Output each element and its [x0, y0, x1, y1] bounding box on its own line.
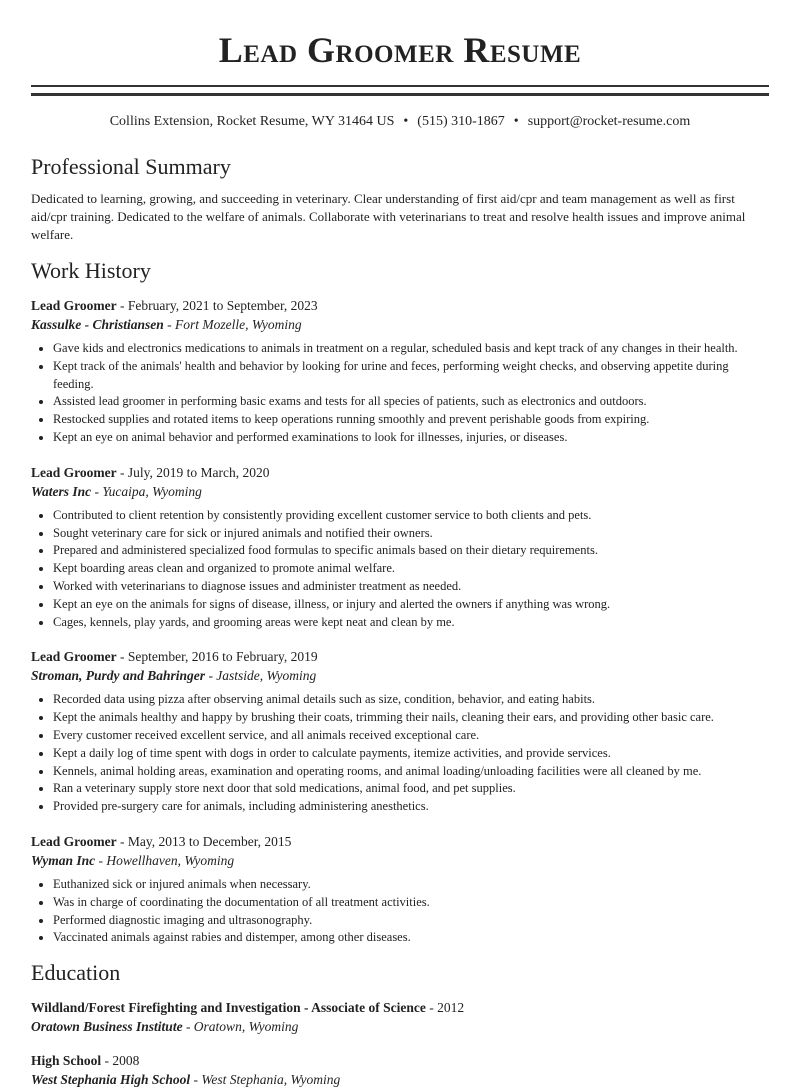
job-bullet: • Prepared and administered specialized food formulas to specific animals based on their dietary requirements. [53, 542, 769, 560]
job-title: Lead Groomer [31, 649, 117, 665]
job-bullet: • Kennels, animal holding areas, examination and operating rooms, and animal loading/unloading facilities were all cleaned by me. [53, 763, 769, 781]
education-entry [31, 1051, 769, 1090]
job-title: Lead Groomer [31, 464, 117, 480]
job-dates: - July, 2019 to March, 2020 [116, 464, 270, 480]
page-title: Lead Groomer Resume [218, 30, 582, 70]
job-bullet: • Euthanized sick or injured animals when necessary. [53, 876, 769, 894]
company-name: Wyman Inc [31, 852, 96, 868]
school-name: Oratown Business Institute [31, 1019, 183, 1035]
degree-name: High School [31, 1053, 102, 1069]
school-line [31, 1017, 769, 1037]
company-location: - Howellhaven, Wyoming [95, 852, 235, 868]
summary-heading: Professional Summary [31, 154, 231, 179]
job-bullet: • Was in charge of coordinating the documentation of all treatment activities. [53, 894, 769, 912]
education-list [31, 998, 769, 1090]
education-heading: Education [31, 960, 121, 986]
job-title-line [31, 296, 769, 315]
company-name: Kassulke - Christiansen [31, 317, 164, 332]
title-divider [31, 85, 769, 96]
contact-separator: • [513, 114, 519, 129]
job-dates: - September, 2016 to February, 2019 [116, 649, 318, 665]
job-bullet: • Worked with veterinarians to diagnose issues and administer treatment as needed. [53, 578, 769, 596]
school-location: - West Stephania, Wyoming [190, 1072, 341, 1088]
degree-name: Wildland/Forest Firefighting and Investigation - Associate of Science [31, 1000, 426, 1016]
work-history-list [31, 296, 769, 947]
job-entry [31, 647, 769, 816]
job-bullet: • Sought veterinary care for sick or injured animals and notified their owners. [53, 525, 769, 543]
summary-text: Dedicated to learning, growing, and succeeding in veterinary. Clear understanding of first aid/cpr and team management as well as first aid/cpr training. Dedicated to the welfare of animals. Collaborate with veterinarians to treat and resolve health issues and improve animal welfare. [31, 191, 746, 242]
job-bullet: • Kept an eye on animal behavior and performed examinations to look for illnesses, injuries, or diseases. [53, 429, 769, 447]
job-bullet: • Cages, kennels, play yards, and grooming areas were kept neat and clean by me. [53, 614, 769, 632]
degree-line [31, 998, 769, 1017]
job-bullet: • Provided pre-surgery care for animals, including administering anesthetics. [53, 798, 769, 816]
job-dates: - May, 2013 to December, 2015 [116, 833, 292, 849]
job-bullet: • Kept the animals healthy and happy by brushing their coats, trimming their nails, cleaning their ears, and providing other basic care. [53, 709, 769, 727]
contact-email: support@rocket-resume.com [527, 114, 691, 129]
company-line [31, 851, 769, 871]
degree-line [31, 1051, 769, 1070]
company-line [31, 482, 769, 502]
job-bullet: • Gave kids and electronics medications to animals in treatment on a regular, scheduled basis and kept track of any changes in their health. [53, 340, 769, 358]
job-dates: - February, 2021 to September, 2023 [116, 298, 318, 313]
job-bullet: • Contributed to client retention by consistently providing excellent customer service to both clients and pets. [53, 507, 769, 525]
school-name: West Stephania High School [31, 1072, 191, 1088]
job-bullets [31, 876, 769, 947]
job-bullet: • Ran a veterinary supply store next door that sold medications, animal food, and pet supplies. [53, 780, 769, 798]
degree-year: - 2012 [425, 1000, 465, 1016]
job-title-line [31, 832, 769, 851]
job-bullet: • Kept track of the animals' health and behavior by looking for urine and feces, performing weight checks, and observing appetite during feeding. [53, 358, 769, 394]
company-line [31, 315, 769, 335]
job-entry [31, 463, 769, 632]
job-bullet: • Assisted lead groomer in performing basic exams and tests for all species of patients, such as electronics and outdoors. [53, 393, 769, 411]
work-history-heading: Work History [31, 258, 151, 283]
job-entry [31, 832, 769, 947]
contact-phone: (515) 310-1867 [417, 114, 505, 129]
job-title: Lead Groomer [31, 833, 117, 849]
school-line [31, 1070, 769, 1090]
job-bullet: • Restocked supplies and rotated items to keep operations running smoothly and prevent perishable goods from expiring. [53, 411, 769, 429]
job-bullet: • Kept boarding areas clean and organized to promote animal welfare. [53, 560, 769, 578]
education-entry [31, 998, 769, 1037]
job-bullets [31, 691, 769, 816]
job-title-line [31, 647, 769, 666]
job-entry [31, 296, 769, 447]
contact-line [31, 112, 769, 132]
job-bullet: • Kept a daily log of time spent with dogs in order to calculate payments, itemize activities, and provide services. [53, 745, 769, 763]
job-bullet: • Every customer received excellent service, and all animals received exceptional care. [53, 727, 769, 745]
job-title: Lead Groomer [31, 298, 117, 313]
company-name: Stroman, Purdy and Bahringer [31, 668, 206, 684]
job-title-line [31, 463, 769, 482]
school-location: - Oratown, Wyoming [182, 1019, 299, 1035]
degree-year: - 2008 [101, 1053, 140, 1069]
job-bullets [31, 507, 769, 632]
company-name: Waters Inc [31, 483, 92, 499]
job-bullet: • Vaccinated animals against rabies and distemper, among other diseases. [53, 929, 769, 947]
company-line [31, 666, 769, 686]
job-bullet: • Performed diagnostic imaging and ultrasonography. [53, 912, 769, 930]
contact-address: Collins Extension, Rocket Resume, WY 31464 US [109, 114, 395, 129]
company-location: - Jastside, Wyoming [205, 668, 317, 684]
contact-separator: • [403, 114, 409, 129]
company-location: - Yucaipa, Wyoming [91, 483, 202, 499]
job-bullet: • Kept an eye on the animals for signs of disease, illness, or injury and alerted the owners if anything was wrong. [53, 596, 769, 614]
job-bullets [31, 340, 769, 447]
company-location: - Fort Mozelle, Wyoming [163, 317, 302, 332]
job-bullet: • Recorded data using pizza after observing animal details such as size, condition, behavior, and eating habits. [53, 691, 769, 709]
